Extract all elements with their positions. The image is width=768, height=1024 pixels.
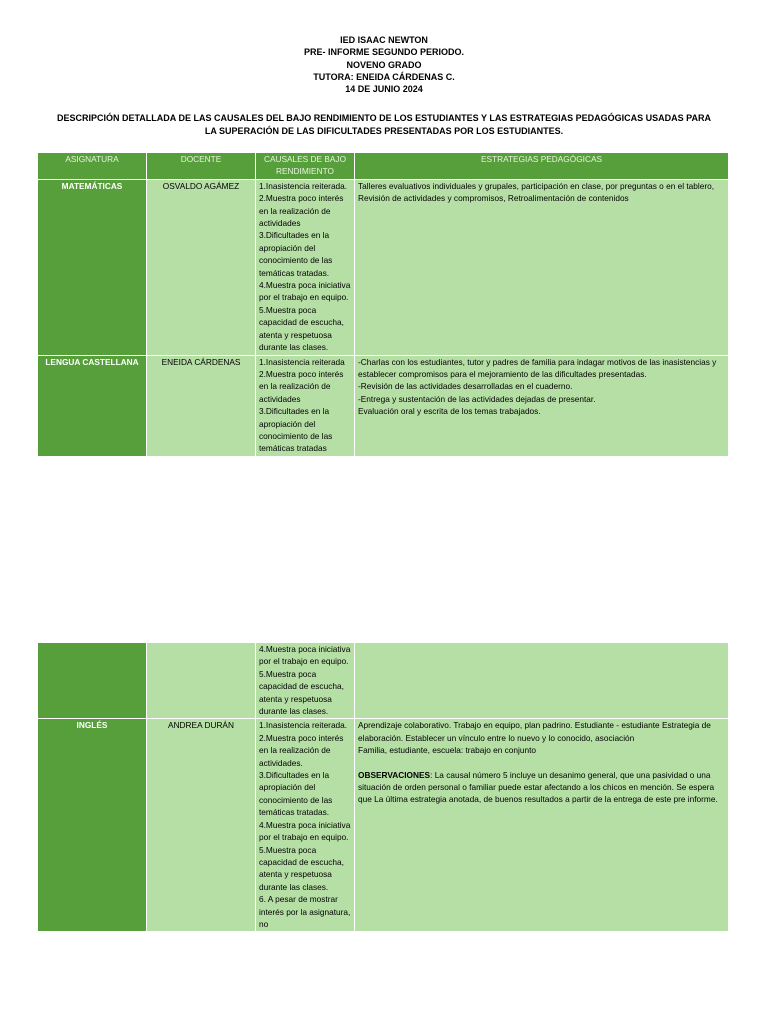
cause-item: 1.Inasistencia reiterada [259,356,345,367]
cause-item: 3.Dificultades en la apropiación del conocimiento de las temáticas tratadas [259,406,333,454]
document-header [0,34,768,95]
observations-label: OBSERVACIONES [358,769,431,780]
teacher-cell [147,643,256,719]
column-header-strategies: ESTRATEGIAS PEDAGÓGICAS [355,153,729,180]
cause-item: 2.Muestra poco interés en la realización de actividades [259,193,344,229]
cause-item: 5.Muestra poca capacidad de escucha, atenta y respetuosa durante las clases. [259,304,344,353]
table-row-matematicas [38,179,729,355]
strategy-item: Evaluación oral y escrita de los temas trabajados. [358,406,541,417]
cause-item: 1.Inasistencia reiterada. [259,180,348,191]
subject-cell: INGLÉS [38,719,147,932]
cause-item: 2.Muestra poco interés en la realización de actividades [259,368,344,404]
report-date: 14 DE JUNIO 2024 [345,84,423,95]
spacer [358,757,725,769]
column-header-subject: ASIGNATURA [38,153,147,180]
teacher-cell: OSVALDO AGÁMEZ [147,179,256,355]
cause-item: 5.Muestra poca capacidad de escucha, atenta y respetuosa durante las clases. [259,668,344,717]
column-header-causes: CAUSALES DE BAJO RENDIMIENTO [256,153,355,180]
strategies-cell [355,643,729,719]
school-name: IED ISAAC NEWTON [340,35,428,45]
subject-cell [38,643,147,719]
cause-item: 3.Dificultades en la apropiación del conocimiento de las temáticas tratadas. [259,770,333,818]
table-row-ingles [38,719,729,932]
grade-label: NOVENO GRADO [346,59,422,70]
cause-item: 1.Inasistencia reiterada. [259,720,348,731]
causes-cell [256,179,355,355]
table-header-row [38,153,729,180]
subject-cell: MATEMÁTICAS [38,179,147,355]
strategies-cell [355,719,729,932]
strategy-item: Familia, estudiante, escuela: trabajo en conjunto [358,745,537,756]
column-header-teacher: DOCENTE [147,153,256,180]
table-row-continuation [38,643,729,719]
strategy-item: -Charlas con los estudiantes, tutor y padres de familia para indagar motivos de las inasistencias y establecer compromisos para el mejoramiento de las dificultades presentadas. [358,356,717,379]
cause-item: 3.Dificultades en la apropiación del conocimiento de las temáticas tratadas. [259,230,333,278]
cause-item: 4.Muestra poca iniciativa por el trabajo en equipo. [259,819,351,843]
cause-item: 6. A pesar de mostrar interés por la asignatura, no [259,894,351,929]
causes-cell [256,643,355,719]
tutor-label: TUTORA: ENEIDA CÁRDENAS C. [313,71,455,82]
observations-text: : La causal número 5 incluye un desanimo general, que una pasividad o una situación de orden personal o familiar puede estar afectando a los chicos en mención. Se espera que La última estrategia anotada, de buenos resultados a partir de la entrega de este pre informe. [358,769,718,805]
causes-cell [256,355,355,456]
cause-item: 4.Muestra poca iniciativa por el trabajo en equipo. [259,644,351,667]
strategies-cell [355,355,729,456]
description-heading: DESCRIPCIÓN DETALLADA DE LAS CAUSALES DEL BAJO RENDIMIENTO DE LOS ESTUDIANTES Y LAS ESTRATEGIAS PEDAGÓGICAS USADAS PARA LA SUPERACIÓN DE LAS DIFICULTADES PRESENTADAS POR LOS ESTUDIANTES. [56,113,712,136]
strategy-item: Aprendizaje colaborativo. Trabajo en equipo, plan padrino. Estudiante - estudiante Estrategia de elaboración. Establecer un vínculo entre lo nuevo y lo conocido, asociación [358,720,711,743]
performance-table-page-1 [37,152,729,457]
strategy-item: Talleres evaluativos individuales y grupales, participación en clase, por preguntas o en el tablero, Revisión de actividades y compromisos, Retroalimentación de contenidos [358,180,715,204]
strategy-item: -Entrega y sustentación de las actividades dejadas de presentar. [358,393,596,404]
strategies-cell [355,179,729,355]
cause-item: 5.Muestra poca capacidad de escucha, atenta y respetuosa durante las clases. [259,844,344,892]
causes-cell [256,719,355,932]
report-title: PRE- INFORME SEGUNDO PERIODO. [303,47,464,58]
performance-table-page-2 [37,642,729,932]
teacher-cell: ENEIDA CÁRDENAS [147,355,256,456]
cause-item: 2.Muestra poco interés en la realización de actividades. [259,732,344,768]
observations-paragraph [358,769,725,806]
teacher-cell: ANDREA DURÁN [147,719,256,932]
strategy-item: -Revisión de las actividades desarrolladas en el cuaderno. [358,381,573,392]
cause-item: 4.Muestra poca iniciativa por el trabajo en equipo. [259,280,351,303]
table-row-lengua-castellana [38,355,729,456]
subject-cell: LENGUA CASTELLANA [38,355,147,456]
